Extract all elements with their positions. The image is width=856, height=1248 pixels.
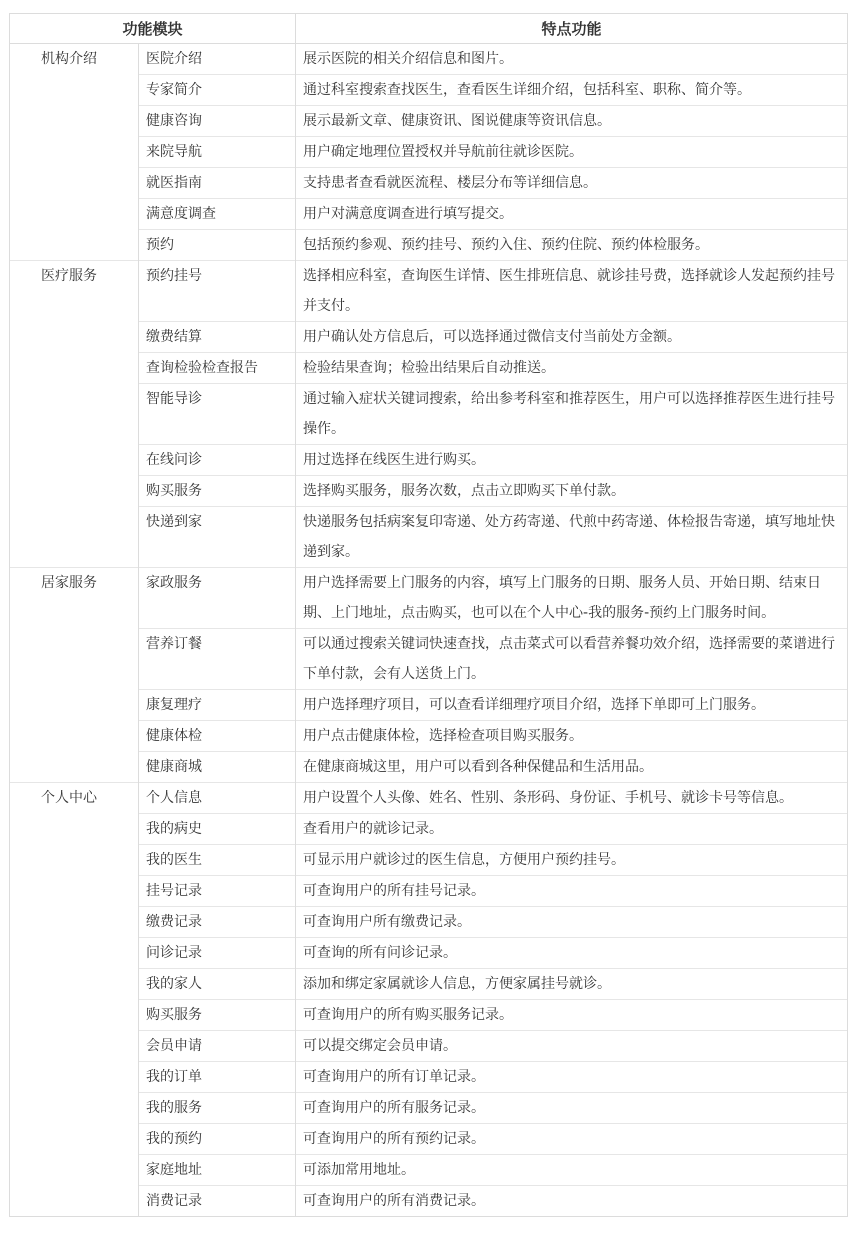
- description-cell: 通过输入症状关键词搜索，给出参考科室和推荐医生，用户可以选择推荐医生进行挂号操作。: [296, 384, 848, 445]
- description-cell: 选择购买服务，服务次数，点击立即购买下单付款。: [296, 476, 848, 507]
- feature-cell: 我的订单: [139, 1062, 296, 1093]
- table-row: [10, 783, 848, 814]
- description-cell: 可查询用户所有缴费记录。: [296, 907, 848, 938]
- feature-cell: 挂号记录: [139, 876, 296, 907]
- description-cell: 可显示用户就诊过的医生信息，方便用户预约挂号。: [296, 845, 848, 876]
- module-cell: 机构介绍: [10, 44, 139, 261]
- feature-cell: 问诊记录: [139, 938, 296, 969]
- description-cell: 可以通过搜索关键词快速查找，点击菜式可以看营养餐功效介绍，选择需要的菜谱进行下单付款，会有人送货上门。: [296, 629, 848, 690]
- table-row: [10, 568, 848, 629]
- feature-cell: 医院介绍: [139, 44, 296, 75]
- feature-cell: 来院导航: [139, 137, 296, 168]
- description-cell: 包括预约参观、预约挂号、预约入住、预约住院、预约体检服务。: [296, 230, 848, 261]
- table-row: [10, 44, 848, 75]
- description-cell: 支持患者查看就医流程、楼层分布等详细信息。: [296, 168, 848, 199]
- feature-cell: 健康体检: [139, 721, 296, 752]
- feature-cell: 预约挂号: [139, 261, 296, 322]
- feature-table-container: [9, 13, 847, 1217]
- feature-cell: 消费记录: [139, 1186, 296, 1217]
- feature-cell: 会员申请: [139, 1031, 296, 1062]
- feature-cell: 我的家人: [139, 969, 296, 1000]
- description-cell: 可查询用户的所有消费记录。: [296, 1186, 848, 1217]
- feature-table: [9, 13, 848, 1217]
- feature-cell: 购买服务: [139, 1000, 296, 1031]
- feature-cell: 满意度调查: [139, 199, 296, 230]
- description-cell: 可查询用户的所有购买服务记录。: [296, 1000, 848, 1031]
- feature-cell: 健康咨询: [139, 106, 296, 137]
- feature-cell: 在线问诊: [139, 445, 296, 476]
- feature-cell: 智能导诊: [139, 384, 296, 445]
- description-cell: 用户对满意度调查进行填写提交。: [296, 199, 848, 230]
- feature-cell: 预约: [139, 230, 296, 261]
- feature-cell: 家庭地址: [139, 1155, 296, 1186]
- feature-cell: 购买服务: [139, 476, 296, 507]
- module-cell: 个人中心: [10, 783, 139, 1217]
- description-cell: 可查询用户的所有订单记录。: [296, 1062, 848, 1093]
- table-body: [10, 44, 848, 1217]
- description-cell: 用户选择理疗项目，可以查看详细理疗项目介绍，选择下单即可上门服务。: [296, 690, 848, 721]
- table-row: [10, 261, 848, 322]
- description-cell: 可查询的所有问诊记录。: [296, 938, 848, 969]
- feature-cell: 个人信息: [139, 783, 296, 814]
- feature-cell: 我的预约: [139, 1124, 296, 1155]
- description-cell: 用户确认处方信息后，可以选择通过微信支付当前处方金额。: [296, 322, 848, 353]
- description-cell: 可查询用户的所有服务记录。: [296, 1093, 848, 1124]
- header-feature: 特点功能: [296, 14, 848, 44]
- feature-cell: 我的医生: [139, 845, 296, 876]
- feature-cell: 营养订餐: [139, 629, 296, 690]
- description-cell: 用户选择需要上门服务的内容，填写上门服务的日期、服务人员、开始日期、结束日期、上门地址，点击购买，也可以在个人中心-我的服务-预约上门服务时间。: [296, 568, 848, 629]
- feature-cell: 我的病史: [139, 814, 296, 845]
- description-cell: 检验结果查询；检验出结果后自动推送。: [296, 353, 848, 384]
- description-cell: 可查询用户的所有预约记录。: [296, 1124, 848, 1155]
- description-cell: 可添加常用地址。: [296, 1155, 848, 1186]
- description-cell: 展示最新文章、健康资讯、图说健康等资讯信息。: [296, 106, 848, 137]
- feature-cell: 我的服务: [139, 1093, 296, 1124]
- description-cell: 快递服务包括病案复印寄递、处方药寄递、代煎中药寄递、体检报告寄递，填写地址快递到家。: [296, 507, 848, 568]
- feature-cell: 健康商城: [139, 752, 296, 783]
- description-cell: 可以提交绑定会员申请。: [296, 1031, 848, 1062]
- description-cell: 用户点击健康体检，选择检查项目购买服务。: [296, 721, 848, 752]
- description-cell: 用过选择在线医生进行购买。: [296, 445, 848, 476]
- header-module: 功能模块: [10, 14, 296, 44]
- feature-cell: 缴费结算: [139, 322, 296, 353]
- table-header: [10, 14, 848, 44]
- feature-cell: 家政服务: [139, 568, 296, 629]
- module-cell: 医疗服务: [10, 261, 139, 568]
- header-row: [10, 14, 848, 44]
- feature-cell: 就医指南: [139, 168, 296, 199]
- feature-cell: 快递到家: [139, 507, 296, 568]
- description-cell: 通过科室搜索查找医生，查看医生详细介绍，包括科室、职称、简介等。: [296, 75, 848, 106]
- feature-cell: 专家简介: [139, 75, 296, 106]
- description-cell: 可查询用户的所有挂号记录。: [296, 876, 848, 907]
- description-cell: 查看用户的就诊记录。: [296, 814, 848, 845]
- module-cell: 居家服务: [10, 568, 139, 783]
- feature-cell: 康复理疗: [139, 690, 296, 721]
- description-cell: 添加和绑定家属就诊人信息，方便家属挂号就诊。: [296, 969, 848, 1000]
- description-cell: 用户确定地理位置授权并导航前往就诊医院。: [296, 137, 848, 168]
- feature-cell: 查询检验检查报告: [139, 353, 296, 384]
- description-cell: 在健康商城这里，用户可以看到各种保健品和生活用品。: [296, 752, 848, 783]
- description-cell: 用户设置个人头像、姓名、性别、条形码、身份证、手机号、就诊卡号等信息。: [296, 783, 848, 814]
- feature-cell: 缴费记录: [139, 907, 296, 938]
- description-cell: 选择相应科室，查询医生详情、医生排班信息、就诊挂号费，选择就诊人发起预约挂号并支付。: [296, 261, 848, 322]
- description-cell: 展示医院的相关介绍信息和图片。: [296, 44, 848, 75]
